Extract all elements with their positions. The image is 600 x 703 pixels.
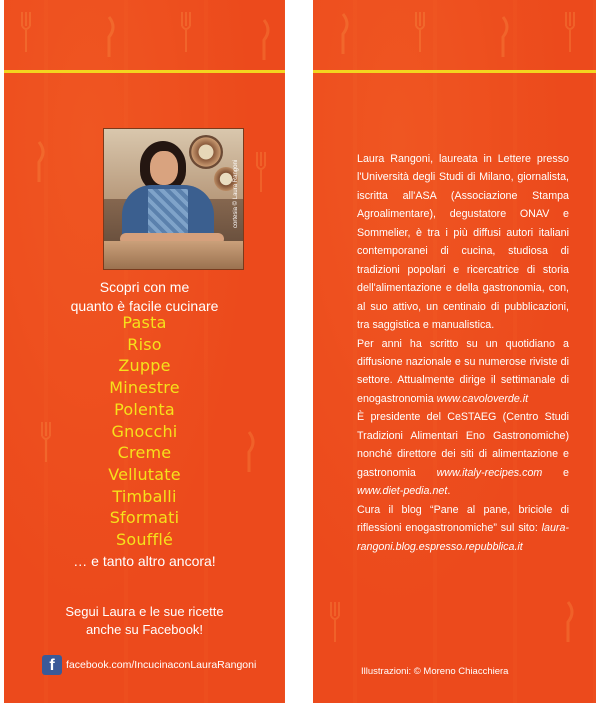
- cutlery-motif-icon: [249, 150, 279, 194]
- list-item: Riso: [127, 334, 162, 354]
- cutlery-motif-icon: [323, 600, 353, 644]
- author-bio: [357, 150, 569, 556]
- recipe-category-list: [4, 312, 285, 551]
- bio-paragraph: Cura il blog “Pane al pane, briciole di riflessioni enogastronomiche” sul sito: laura-rangoni.blog.espresso.repubblica.it: [357, 503, 569, 553]
- list-item: Soufflé: [115, 530, 174, 550]
- cutlery-motif-icon: [174, 10, 204, 54]
- list-item: Gnocchi: [111, 421, 178, 441]
- cutlery-motif-icon: [488, 15, 518, 59]
- list-item: Minestre: [109, 378, 180, 398]
- cutlery-motif-icon: [94, 15, 124, 59]
- blog-link[interactable]: laura-rangoni.blog.espresso.repubblica.it: [357, 522, 569, 553]
- cover-panel-left: [4, 0, 285, 703]
- intro-line-2: quanto è facile cucinare: [70, 298, 219, 314]
- facebook-link[interactable]: facebook.com/IncucinaconLauraRangoni: [66, 659, 257, 671]
- bio-paragraph: Laura Rangoni, laureata in Lettere presso l'Università degli Studi di Milano, giornalista, iscritta all'ASA (Associazione Stampa Agroalimentare), degustatore ONAV e Sommelier, è tra i più diffusi autori italiani contemporanei di cucina, studiosa di tradizioni popolari e ricercatrice di storia dell'alimentazione e della gastronomia, con, al suo attivo, un centinaio di pubblicazioni, tra saggistica e manualistica.: [357, 153, 569, 332]
- website-link[interactable]: www.diet-pedia.net: [357, 485, 448, 498]
- website-link[interactable]: www.italy-recipes.com: [436, 466, 543, 479]
- cover-panel-right: [313, 0, 596, 703]
- list-item: Timballi: [112, 486, 177, 506]
- follow-text: [4, 603, 285, 639]
- follow-line-1: Segui Laura e le sue ricette: [65, 604, 224, 619]
- cutlery-motif-icon: [553, 600, 583, 644]
- author-photo: [103, 128, 244, 270]
- cutlery-motif-icon: [558, 10, 588, 54]
- list-item: Polenta: [114, 399, 175, 419]
- yellow-divider-line: [313, 70, 596, 73]
- cutlery-motif-icon: [14, 10, 44, 54]
- list-item: Zuppe: [118, 356, 171, 376]
- bio-paragraph: È presidente del CeSTAEG (Centro Studi Tradizioni Alimentari Eno Gastronomiche) nonché direttore dei siti di alimentazione e gastronomia www.italy-recipes.com e www.diet-pedia.net.: [357, 411, 569, 498]
- photo-credit: [231, 203, 241, 263]
- list-item: Vellutate: [108, 464, 181, 484]
- cutlery-motif-icon: [328, 12, 358, 56]
- list-item: Creme: [117, 443, 172, 463]
- cutlery-motif-icon: [408, 10, 438, 54]
- follow-line-2: anche su Facebook!: [85, 622, 204, 637]
- intro-line-1: Scopri con me: [99, 279, 190, 295]
- facebook-icon[interactable]: f: [42, 655, 62, 675]
- illustrations-credit: Illustrazioni: © Moreno Chiacchiera: [361, 666, 509, 677]
- list-item: Sformati: [109, 508, 180, 528]
- cutlery-motif-icon: [249, 18, 279, 62]
- bio-paragraph: Per anni ha scritto su un quotidiano a diffusione nazionale e su numerose riviste di settore. Attualmente dirige il settimanale di enogastronomia www.cavoloverde.it: [357, 337, 569, 405]
- yellow-divider-line: [4, 70, 285, 73]
- cutlery-motif-icon: [24, 140, 54, 184]
- more-text: … e tanto altro ancora!: [73, 553, 216, 569]
- list-item: Pasta: [122, 313, 167, 332]
- website-link[interactable]: www.cavoloverde.it: [436, 392, 529, 405]
